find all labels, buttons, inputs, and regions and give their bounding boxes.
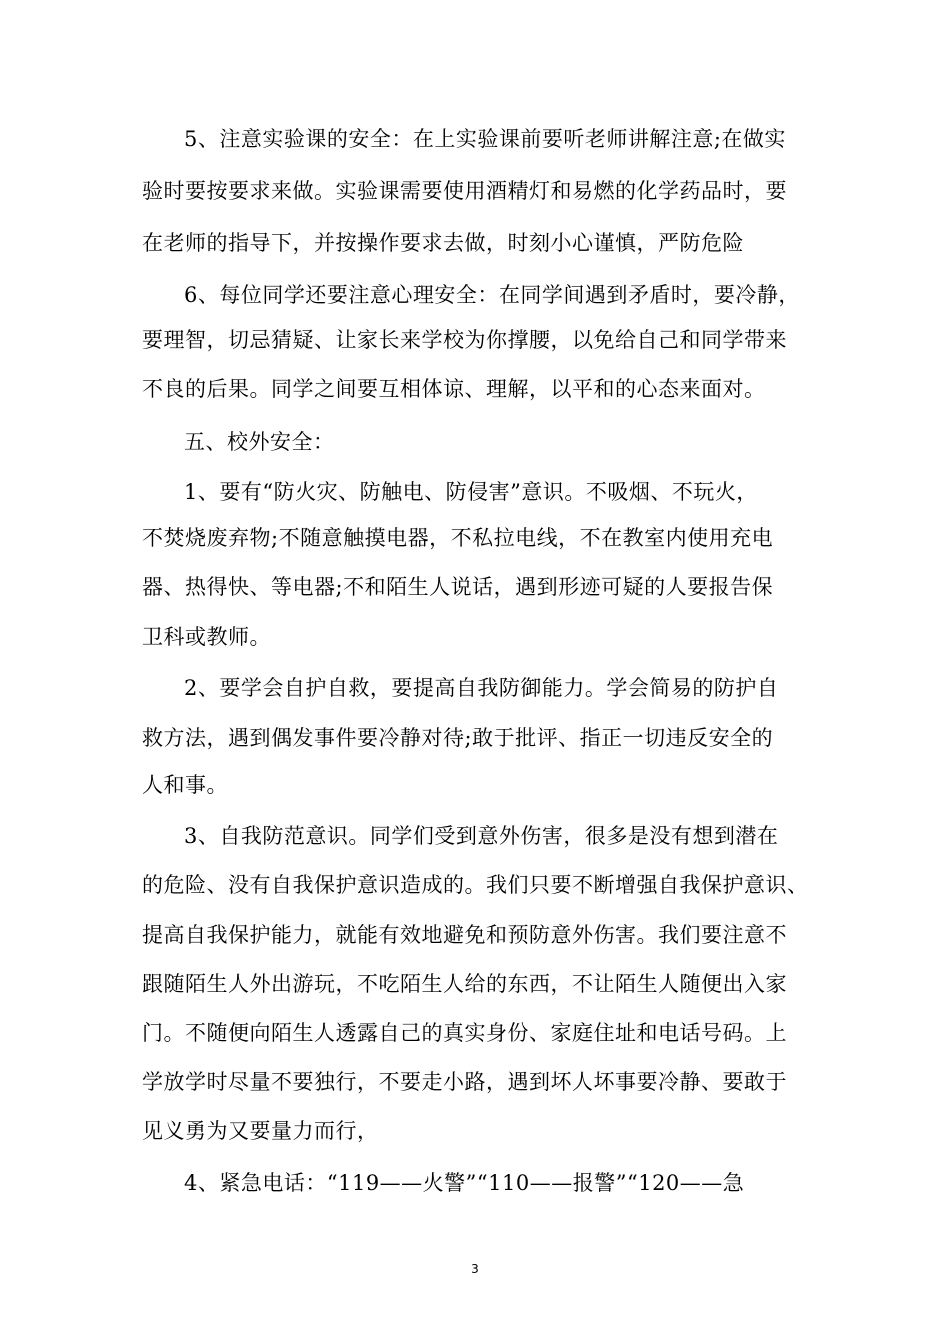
paragraph-line: 的危险、没有自我保护意识造成的。我们只要不断增强自我保护意识、 xyxy=(142,873,809,897)
paragraph-line: 5、注意实验课的安全：在上实验课前要听老师讲解注意;在做实 xyxy=(184,127,786,151)
paragraph-line: 6、每位同学还要注意心理安全：在同学间遇到矛盾时，要冷静， xyxy=(184,283,800,307)
paragraph-line: 卫科或教师。 xyxy=(142,625,271,649)
paragraph-line: 提高自我保护能力，就能有效地避免和预防意外伤害。我们要注意不 xyxy=(142,923,787,947)
paragraph-line: 见义勇为又要量力而行， xyxy=(142,1119,379,1143)
paragraph-line: 救方法，遇到偶发事件要冷静对待;敢于批评、指正一切违反安全的 xyxy=(142,726,774,750)
paragraph-line: 3、自我防范意识。同学们受到意外伤害，很多是没有想到潜在 xyxy=(184,824,779,848)
section-heading: 五、校外安全： xyxy=(184,430,335,454)
paragraph-line: 要理智，切忌猜疑、让家长来学校为你撑腰，以免给自己和同学带来 xyxy=(142,328,787,352)
paragraph-line: 4、紧急电话：“119——火警”“110——报警”“120——急 xyxy=(184,1171,745,1195)
paragraph-line: 验时要按要求来做。实验课需要使用酒精灯和易燃的化学药品时，要 xyxy=(142,179,787,203)
page-number: 3 xyxy=(471,1262,479,1276)
paragraph-line: 人和事。 xyxy=(142,773,228,797)
paragraph-line: 学放学时尽量不要独行，不要走小路，遇到坏人坏事要冷静、要敢于 xyxy=(142,1070,787,1094)
paragraph-line: 跟随陌生人外出游玩，不吃陌生人给的东西，不让陌生人随便出入家 xyxy=(142,972,787,996)
paragraph-line: 器、热得快、等电器;不和陌生人说话，遇到形迹可疑的人要报告保 xyxy=(142,575,774,599)
paragraph-line: 2、要学会自护自救，要提高自我防御能力。学会简易的防护自 xyxy=(184,676,779,700)
paragraph-line: 不焚烧废弃物;不随意触摸电器，不私拉电线，不在教室内使用充电 xyxy=(142,526,774,550)
paragraph-line: 1、要有“防火灾、防触电、防侵害”意识。不吸烟、不玩火， xyxy=(184,480,758,504)
paragraph-line: 门。不随便向陌生人透露自己的真实身份、家庭住址和电话号码。上 xyxy=(142,1021,787,1045)
paragraph-line: 不良的后果。同学之间要互相体谅、理解，以平和的心态来面对。 xyxy=(142,377,766,401)
paragraph-line: 在老师的指导下，并按操作要求去做，时刻小心谨慎，严防危险 xyxy=(142,231,744,255)
